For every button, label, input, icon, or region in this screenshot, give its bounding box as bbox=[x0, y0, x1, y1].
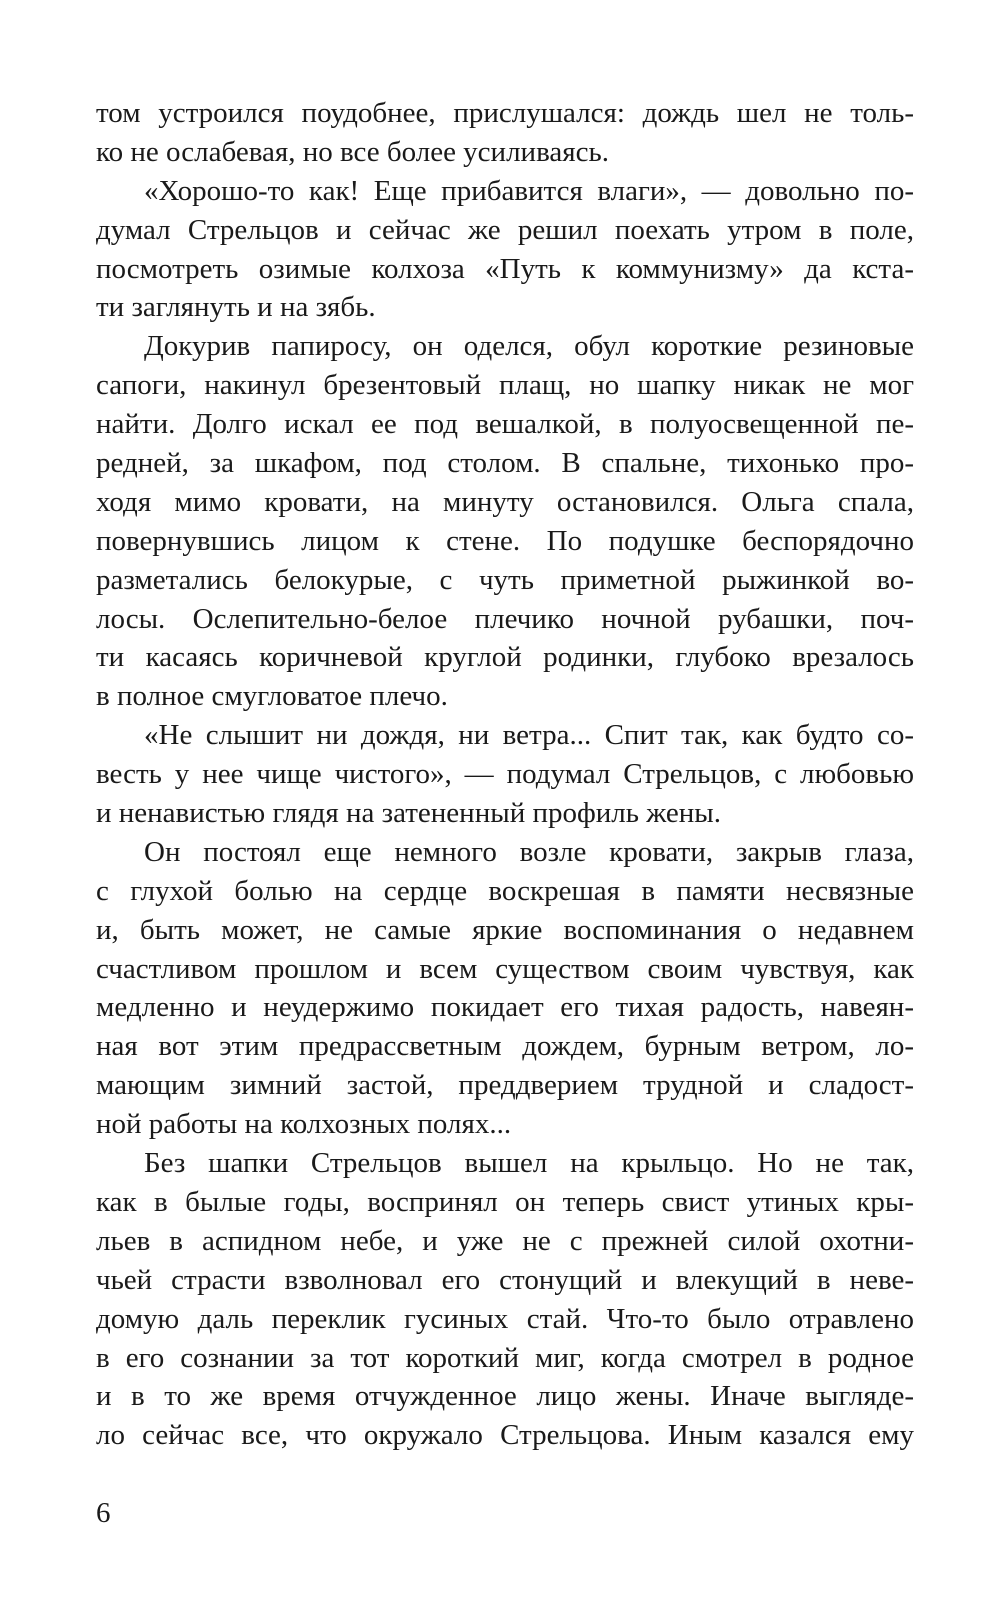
text-line-11: ходя мимо кровати, на минуту остановился. Ольга спала, bbox=[96, 485, 914, 518]
text-line-17: «Не слышит ни дождя, ни ветра... Спит так, как будто со- bbox=[144, 719, 914, 752]
text-line-1: том устроился поудобнее, прислушался: дождь шел не толь- bbox=[96, 97, 914, 129]
text-line-33: в его сознании за тот короткий миг, когда смотрел в родное bbox=[96, 1341, 914, 1374]
page-number: 6 bbox=[96, 1497, 111, 1529]
text-line-9: найти. Долго искал ее под вешалкой, в полуосвещенной пе- bbox=[96, 408, 914, 441]
text-line-23: счастливом прошлом и всем существом своим чувствуя, как bbox=[96, 952, 914, 985]
text-line-19: и ненавистью глядя на затененный профиль жены. bbox=[96, 797, 722, 830]
text-line-24: медленно и неудержимо покидает его тихая радость, навеян- bbox=[96, 991, 914, 1024]
text-line-2: ко не ослабевая, но все более усиливаясь. bbox=[96, 135, 609, 168]
text-line-12: повернувшись лицом к стене. По подушке беспорядочно bbox=[96, 524, 914, 557]
text-line-29: как в былые годы, воспринял он теперь свист утиных кры- bbox=[96, 1185, 914, 1218]
text-line-26: мающим зимний застой, преддверием трудной и сладост- bbox=[96, 1069, 914, 1102]
text-line-3: «Хорошо-то как! Еще прибавится влаги», — довольно по- bbox=[144, 174, 914, 207]
text-line-14: лосы. Ослепительно-белое плечико ночной рубашки, поч- bbox=[96, 602, 914, 635]
book-page-text bbox=[96, 94, 914, 1455]
text-line-30: льев в аспидном небе, и уже не с прежней силой охотни- bbox=[96, 1224, 914, 1257]
text-line-25: ная вот этим предрассветным дождем, бурным ветром, ло- bbox=[96, 1030, 914, 1063]
text-line-7: Докурив папиросу, он оделся, обул короткие резиновые bbox=[144, 330, 914, 363]
text-line-22: и, быть может, не самые яркие воспоминания о недавнем bbox=[96, 913, 914, 946]
text-line-28: Без шапки Стрельцов вышел на крыльцо. Но не так, bbox=[144, 1147, 914, 1180]
text-line-32: домую даль переклик гусиных стай. Что-то было отравлено bbox=[96, 1302, 914, 1335]
text-line-16: в полное смугловатое плечо. bbox=[96, 680, 448, 713]
text-line-5: посмотреть озимые колхоза «Путь к коммунизму» да кста- bbox=[96, 252, 914, 285]
text-line-27: ной работы на колхозных полях... bbox=[96, 1108, 512, 1141]
text-line-6: ти заглянуть и на зябь. bbox=[96, 291, 376, 324]
text-line-35: ло сейчас все, что окружало Стрельцова. Иным казался ему bbox=[96, 1419, 914, 1452]
text-line-21: с глухой болью на сердце воскрешая в памяти несвязные bbox=[96, 874, 914, 907]
text-line-10: редней, за шкафом, под столом. В спальне, тихонько про- bbox=[96, 447, 914, 480]
text-line-34: и в то же время отчужденное лицо жены. Иначе выгляде- bbox=[96, 1380, 914, 1413]
text-line-20: Он постоял еще немного возле кровати, закрыв глаза, bbox=[144, 835, 914, 868]
text-line-15: ти касаясь коричневой круглой родинки, глубоко врезалось bbox=[96, 641, 914, 674]
text-line-4: думал Стрельцов и сейчас же решил поехать утром в поле, bbox=[96, 213, 914, 246]
text-line-18: весть у нее чище чистого», — подумал Стрельцов, с любовью bbox=[96, 758, 914, 791]
text-line-8: сапоги, накинул брезентовый плащ, но шапку никак не мог bbox=[96, 369, 914, 402]
text-line-31: чьей страсти взволновал его стонущий и влекущий в неве- bbox=[96, 1263, 914, 1296]
text-line-13: разметались белокурые, с чуть приметной рыжинкой во- bbox=[96, 563, 914, 596]
